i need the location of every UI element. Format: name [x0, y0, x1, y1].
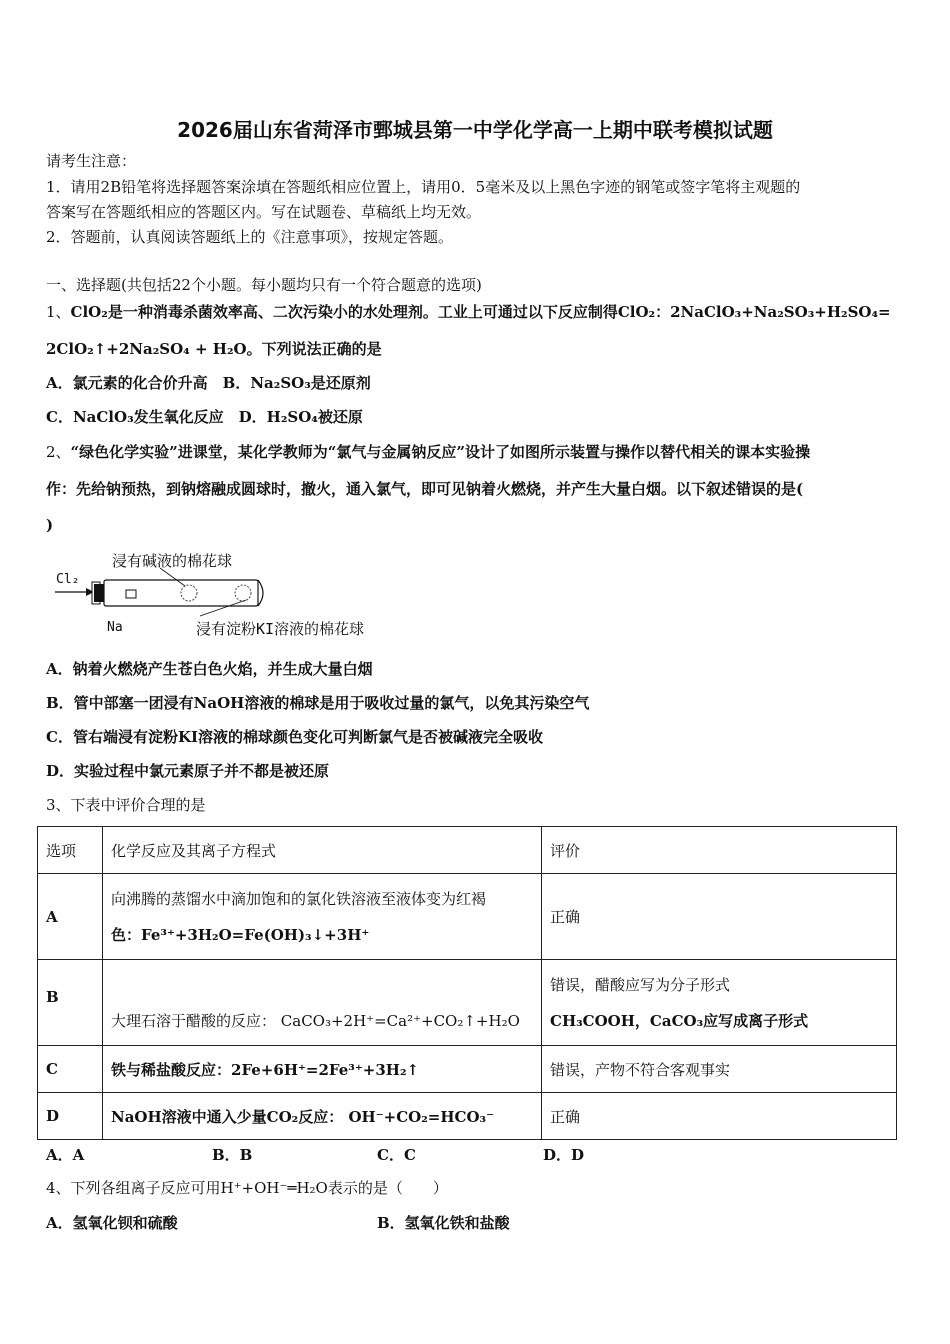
evaluation-table: [37, 826, 897, 1140]
question-1-stem-a: ClO₂是一种消毒杀菌效率高、二次污染小的水处理剂。工业上可通过以下反应制得ClO₂：2NaClO₃+Na₂SO₃+H₂SO₄=: [70, 303, 891, 321]
notice-header: 请考生注意：: [46, 152, 137, 170]
row-equation: NaOH溶液中通入少量CO₂反应： OH⁻+CO₂=HCO₃⁻: [103, 1093, 542, 1140]
table-header-row: [38, 827, 897, 874]
apparatus-figure: [50, 550, 390, 640]
question-4-number: 4、: [46, 1179, 71, 1197]
ki-leader-line: [200, 600, 246, 616]
figure-na-label: Na: [107, 620, 123, 635]
question-1-stem-line2: 2ClO₂↑+2Na₂SO₄ + H₂O。下列说法正确的是: [46, 340, 382, 358]
question-2-option-d: D．实验过程中氯元素原子并不都是被还原: [46, 762, 330, 780]
question-2-stem-a: “绿色化学实验”进课堂，某化学教师为“氯气与金属钠反应”设计了如图所示装置与操作以替代相关的课本实验操: [70, 443, 811, 461]
row-equation: 铁与稀盐酸反应：2Fe+6H⁺=2Fe³⁺+3H₂↑: [103, 1046, 542, 1093]
row-equation-text: 大理石溶于醋酸的反应： CaCO₃+2H⁺=Ca²⁺+CO₂↑+H₂O: [111, 1012, 520, 1030]
tube-plug: [94, 584, 104, 602]
row-option: B: [38, 960, 103, 1046]
question-4-option-b: B．氢氧化铁和盐酸: [377, 1214, 510, 1232]
question-3-answer-d: D．D: [543, 1146, 585, 1164]
question-3-stem: [46, 795, 206, 815]
row-evaluation: 正确: [542, 1093, 897, 1140]
question-2-option-a: A．钠着火燃烧产生苍白色火焰，并生成大量白烟: [46, 660, 373, 678]
row-equation: [103, 960, 542, 1046]
question-1-options-ab: A．氯元素的化合价升高 B．Na₂SO₃是还原剂: [46, 374, 371, 392]
question-3-number: 3、: [46, 796, 71, 814]
question-4-stem: [46, 1178, 448, 1198]
row-option: A: [38, 874, 103, 960]
alkali-cotton-ball: [181, 585, 197, 601]
question-2-stem-line3: ): [46, 516, 54, 534]
question-2-stem-line1: [46, 442, 810, 462]
tube-end: [258, 580, 263, 606]
question-1-number: 1、: [46, 303, 71, 321]
question-2-number: 2、: [46, 443, 71, 461]
table-row: [38, 960, 897, 1046]
row-option: D: [38, 1093, 103, 1140]
exam-title: 2026届山东省菏泽市鄄城县第一中学化学高一上期中联考模拟试题: [177, 118, 773, 142]
header-cell-evaluation: 评价: [542, 827, 897, 874]
question-1-stem-line1: [46, 302, 891, 322]
question-3-answer-c: C．C: [377, 1146, 416, 1164]
figure-bottom-label: 浸有淀粉KI溶液的棉花球: [196, 620, 365, 638]
row-evaluation-line-a: 错误，醋酸应写为分子形式: [550, 975, 731, 994]
notice-item-1b: 答案写在答题纸相应的答题区内。写在试题卷、草稿纸上均无效。: [46, 203, 482, 221]
question-2-option-b: B．管中部塞一团浸有NaOH溶液的棉球是用于吸收过量的氯气，以免其污染空气: [46, 694, 590, 712]
row-evaluation: [542, 960, 897, 1046]
question-4-option-a: A．氢氧化钡和硫酸: [46, 1214, 178, 1232]
row-option: C: [38, 1046, 103, 1093]
row-evaluation: 正确: [542, 874, 897, 960]
question-3-answer-b: B．B: [212, 1146, 253, 1164]
row-equation: [103, 874, 542, 960]
row-evaluation-line-b: CH₃COOH，CaCO₃应写成离子形式: [550, 1011, 809, 1030]
header-cell-option: 选项: [38, 827, 103, 874]
header-cell-equation: 化学反应及其离子方程式: [103, 827, 542, 874]
table-row: [38, 1046, 897, 1093]
figure-top-label: 浸有碱液的棉花球: [112, 552, 233, 570]
question-3-answer-a: A．A: [46, 1146, 85, 1164]
notice-item-2: 2．答题前，认真阅读答题纸上的《注意事项》，按规定答题。: [46, 228, 454, 246]
row-equation-line-a: 向沸腾的蒸馏水中滴加饱和的氯化铁溶液至液体变为红褐: [111, 889, 487, 908]
section-heading: 一、选择题(共包括22个小题。每小题均只有一个符合题意的选项): [46, 276, 482, 294]
row-evaluation: 错误，产物不符合客观事实: [542, 1046, 897, 1093]
question-2-stem-line2: 作：先给钠预热，到钠熔融成圆球时，撤火，通入氯气，即可见钠着火燃烧，并产生大量白烟。以下叙述错误的是(: [46, 480, 804, 498]
row-equation-line-b: [111, 1003, 533, 1039]
row-equation-line-b: 色：Fe³⁺+3H₂O=Fe(OH)₃↓+3H⁺: [111, 925, 370, 944]
question-1-options-cd: C．NaClO₃发生氧化反应 D．H₂SO₄被还原: [46, 408, 363, 426]
question-2-option-c: C．管右端浸有淀粉KI溶液的棉球颜色变化可判断氯气是否被碱液完全吸收: [46, 728, 543, 746]
question-4-stem-text: 下列各组离子反应可用H⁺+OH⁻═H₂O表示的是（ ）: [70, 1179, 448, 1197]
table-row: [38, 1093, 897, 1140]
ki-cotton-ball: [235, 585, 251, 601]
question-3-stem-text: 下表中评价合理的是: [70, 796, 206, 814]
sodium-piece: [126, 590, 136, 598]
notice-item-1a: 1．请用2B铅笔将选择题答案涂填在答题纸相应位置上，请用0．5毫米及以上黑色字迹的钢笔或签字笔将主观题的: [46, 178, 801, 196]
figure-gas-label: Cl₂: [56, 572, 80, 587]
table-row: [38, 874, 897, 960]
